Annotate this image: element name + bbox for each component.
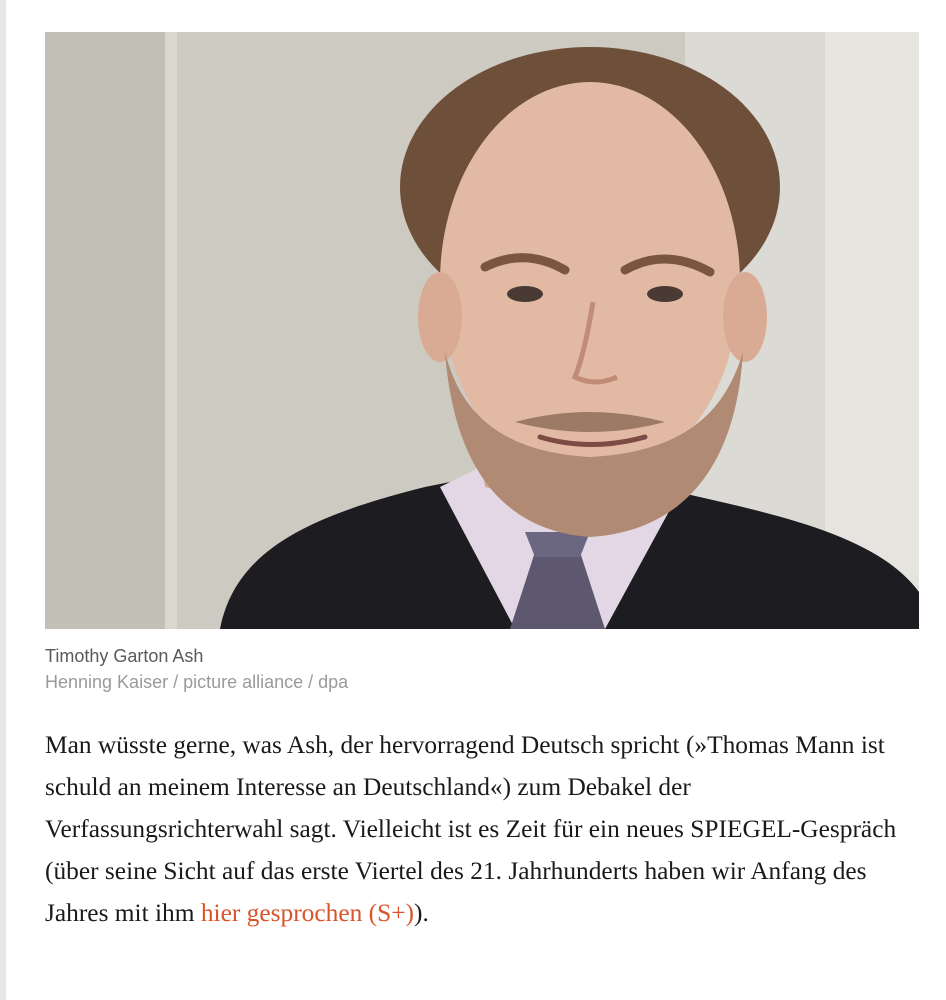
page-left-border <box>0 0 6 1000</box>
caption-title: Timothy Garton Ash <box>45 646 204 666</box>
photo-caption <box>45 643 919 695</box>
article-paragraph <box>45 724 925 934</box>
caption-credit: Henning Kaiser / picture alliance / dpa <box>45 672 349 692</box>
article-text: Man wüsste gerne, was Ash, der hervorragend Deutsch spricht (»Thomas Mann ist schuld an meinem Interesse an Deutschland«) zum Debakel der Verfassungsrichterwahl sagt. Vielleicht ist es Zeit für ein neues SPIEGEL-Gespräch (über seine Sicht auf das erste Viertel des 21. Jahrhunderts haben wir Anfang des Jahres mit ihm <box>45 731 897 927</box>
article-text-end: ). <box>414 899 429 927</box>
portrait-illustration <box>45 32 919 629</box>
article-photo <box>45 32 919 629</box>
interview-link[interactable]: hier gesprochen (S+) <box>200 899 415 927</box>
